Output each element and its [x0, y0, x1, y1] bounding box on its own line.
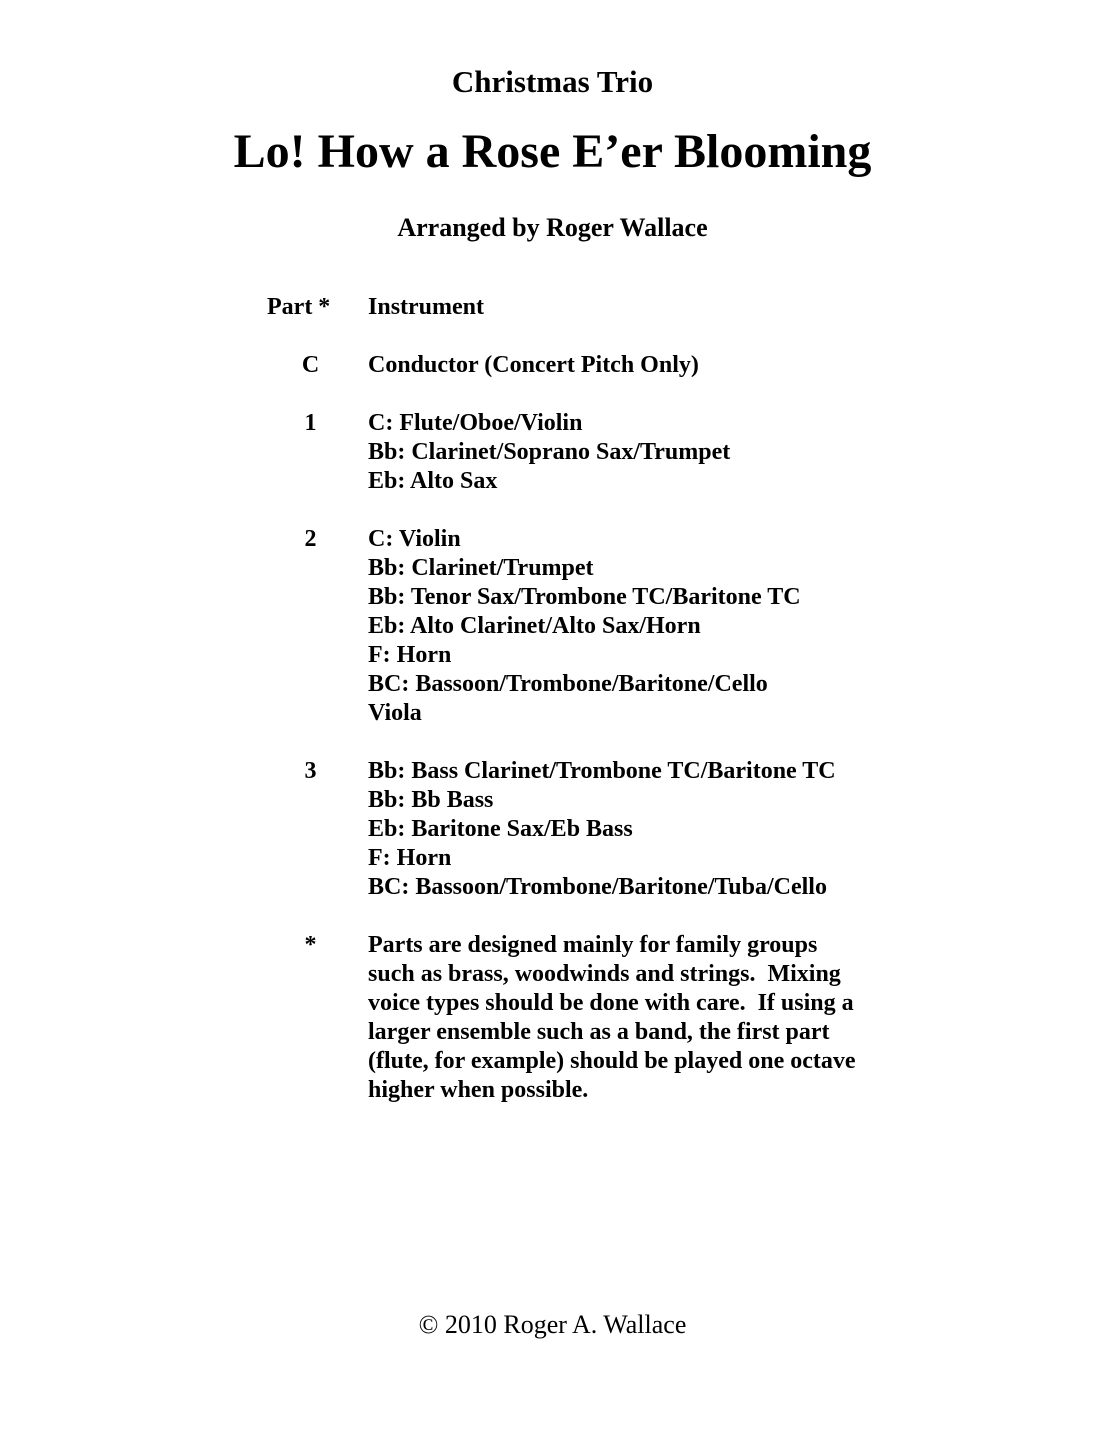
table-row-part-2	[267, 525, 856, 728]
instrument-line: Bb: Clarinet/Trumpet	[368, 555, 594, 581]
part-label: 1	[304, 410, 317, 436]
footnote-text	[368, 931, 856, 1105]
instrument-list	[368, 757, 836, 902]
instrument-line: BC: Bassoon/Trombone/Baritone/Tuba/Cello	[368, 874, 827, 900]
instrument-line: Bb: Bb Bass	[368, 787, 494, 813]
instrument-line: Eb: Alto Sax	[368, 468, 498, 494]
part-label: C	[301, 352, 320, 378]
arranger-credit: Arranged by Roger Wallace	[397, 213, 708, 242]
parts-table-header	[267, 293, 856, 322]
instrument-line: Bb: Bass Clarinet/Trombone TC/Baritone TC	[368, 758, 836, 784]
column-header-instrument: Instrument	[368, 294, 485, 320]
part-label: 3	[304, 758, 317, 784]
table-row-conductor	[267, 351, 856, 380]
instrument-line: Viola	[368, 700, 422, 726]
footnote-line: larger ensemble such as a band, the first part	[368, 1019, 830, 1045]
parts-table	[267, 293, 856, 1105]
instrument-line: C: Flute/Oboe/Violin	[368, 410, 583, 436]
instrument-line: F: Horn	[368, 845, 452, 871]
instrument-line: BC: Bassoon/Trombone/Baritone/Cello	[368, 671, 768, 697]
instrument-line: Bb: Tenor Sax/Trombone TC/Baritone TC	[368, 584, 801, 610]
footnote-line: Parts are designed mainly for family groups	[368, 932, 818, 958]
part-label: 2	[304, 526, 317, 552]
footnote-line: voice types should be done with care. If using a	[368, 990, 854, 1016]
instrument-line: Eb: Baritone Sax/Eb Bass	[368, 816, 633, 842]
page-title: Lo! How a Rose E’er Blooming	[233, 125, 872, 178]
series-title: Christmas Trio	[451, 64, 654, 99]
footnote-line: such as brass, woodwinds and strings. Mixing	[368, 961, 841, 987]
instrument-list	[368, 409, 730, 496]
footnote-asterisk: *	[304, 932, 317, 958]
instrument-line: Eb: Alto Clarinet/Alto Sax/Horn	[368, 613, 701, 639]
table-row-footnote	[267, 931, 856, 1105]
instrument-line: Conductor (Concert Pitch Only)	[368, 352, 699, 378]
column-header-part: Part *	[267, 294, 331, 320]
table-row-part-1	[267, 409, 856, 496]
footnote-line: (flute, for example) should be played one octave	[368, 1048, 856, 1074]
instrument-list	[368, 351, 699, 380]
instrument-line: C: Violin	[368, 526, 461, 552]
table-row-part-3	[267, 757, 856, 902]
instrument-line: F: Horn	[368, 642, 452, 668]
instrument-list	[368, 525, 801, 728]
footnote-line: higher when possible.	[368, 1077, 589, 1103]
copyright-notice: © 2010 Roger A. Wallace	[418, 1310, 687, 1339]
instrument-line: Bb: Clarinet/Soprano Sax/Trumpet	[368, 439, 731, 465]
